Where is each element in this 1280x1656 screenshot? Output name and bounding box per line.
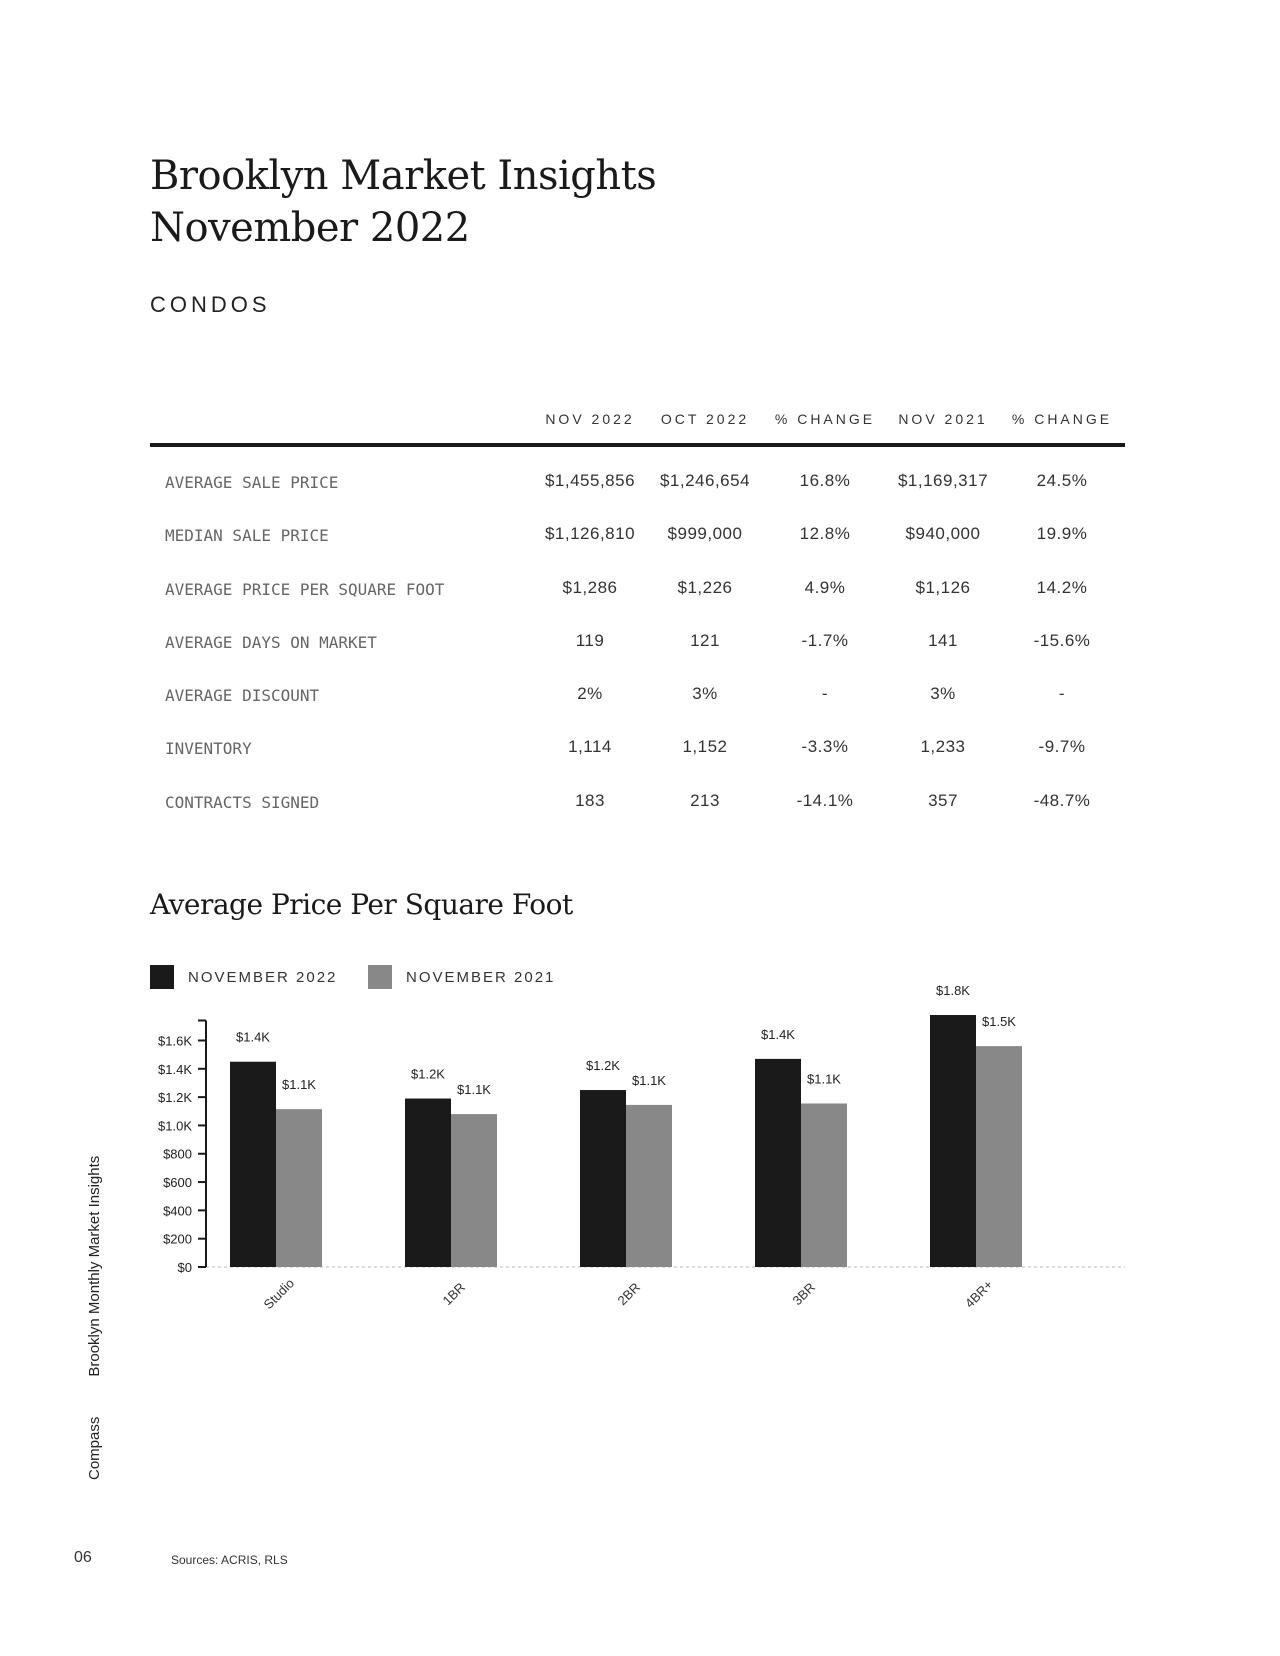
cell: -15.6% xyxy=(1033,630,1091,650)
cell: $1,169,317 xyxy=(897,471,989,490)
row-label: AVERAGE DISCOUNT xyxy=(165,686,320,706)
row-label: AVERAGE PRICE PER SQUARE FOOT xyxy=(165,579,445,599)
bar-value-label: $1.4K xyxy=(761,1026,795,1042)
x-tick-label: 2BR xyxy=(614,1279,644,1309)
legend-swatch xyxy=(368,965,392,989)
bar-value-label: $1.2K xyxy=(586,1058,620,1074)
cell: 357 xyxy=(928,790,958,810)
row-label: CONTRACTS SIGNED xyxy=(165,792,320,812)
cell: $1,246,654 xyxy=(659,471,751,490)
bar-value-label: $1.1K xyxy=(807,1071,841,1087)
y-tick-label: $1.4K xyxy=(158,1061,192,1077)
y-tick-label: $200 xyxy=(163,1231,192,1247)
bar xyxy=(801,1103,847,1267)
legend-label: NOVEMBER 2022 xyxy=(188,969,338,986)
legend-swatch xyxy=(150,965,174,989)
bar xyxy=(626,1105,672,1267)
table-row xyxy=(150,508,1125,561)
table-row xyxy=(150,775,1125,828)
table-row xyxy=(150,562,1125,615)
y-tick-label: $1.2K xyxy=(158,1090,192,1106)
cell: $1,455,856 xyxy=(544,471,636,490)
row-label: AVERAGE SALE PRICE xyxy=(165,473,339,492)
cell: 119 xyxy=(575,630,605,650)
column-header: NOV 2022 xyxy=(545,411,635,427)
y-tick-label: $400 xyxy=(163,1203,192,1219)
title-line-1: Brooklyn Market Insights xyxy=(150,153,657,199)
cell: 3% xyxy=(930,684,956,704)
cell: -9.7% xyxy=(1038,737,1086,757)
cell: 121 xyxy=(690,630,720,650)
bar-value-label: $1.1K xyxy=(282,1077,316,1093)
bar-value-label: $1.1K xyxy=(632,1072,666,1088)
cell: $1,286 xyxy=(562,577,618,597)
cell: - xyxy=(821,684,829,704)
bar xyxy=(930,1015,976,1267)
x-tick-label: 4BR+ xyxy=(961,1276,996,1311)
cell: $999,000 xyxy=(667,524,743,544)
bar xyxy=(580,1090,626,1267)
table-row xyxy=(150,615,1125,668)
page-title xyxy=(150,150,656,254)
cell: 1,152 xyxy=(682,737,728,757)
page-number: 06 xyxy=(74,1549,92,1566)
bar-value-label: $1.4K xyxy=(236,1029,270,1045)
brand-name: Compass xyxy=(86,1416,103,1480)
y-tick-label: $1.0K xyxy=(158,1118,192,1134)
bar xyxy=(755,1059,801,1267)
table-row xyxy=(150,455,1125,508)
row-label: INVENTORY xyxy=(165,739,252,759)
bar-value-label: $1.5K xyxy=(982,1014,1016,1030)
bar xyxy=(276,1109,322,1267)
cell: $1,226 xyxy=(677,577,733,597)
cell: 12.8% xyxy=(799,524,851,544)
stats-table xyxy=(150,405,1125,828)
y-tick-label: $1.6K xyxy=(158,1033,192,1049)
cell: $1,126,810 xyxy=(544,524,636,544)
row-label: MEDIAN SALE PRICE xyxy=(165,526,329,546)
publication-name: Brooklyn Monthly Market Insights xyxy=(86,1155,103,1377)
x-tick-label: Studio xyxy=(260,1275,298,1313)
cell: 14.2% xyxy=(1036,577,1088,597)
table-body xyxy=(150,447,1125,828)
column-header: % CHANGE xyxy=(774,411,876,427)
cell: 2% xyxy=(577,684,603,704)
cell: 1,114 xyxy=(568,737,612,757)
column-header: NOV 2021 xyxy=(898,411,988,427)
column-header: OCT 2022 xyxy=(660,411,750,427)
cell: 213 xyxy=(690,790,720,810)
y-tick-label: $600 xyxy=(163,1175,192,1191)
cell: - xyxy=(1058,684,1066,704)
bar xyxy=(451,1114,497,1267)
cell: $1,126 xyxy=(915,577,971,597)
cell: 3% xyxy=(692,684,718,704)
cell: 4.9% xyxy=(804,577,846,597)
bar xyxy=(976,1046,1022,1267)
bar-value-label: $1.2K xyxy=(411,1066,445,1082)
price-per-sqft-bar-chart xyxy=(150,983,1130,1315)
sources-note: Sources: ACRIS, RLS xyxy=(171,1553,288,1567)
cell: 19.9% xyxy=(1036,524,1088,544)
cell: -48.7% xyxy=(1033,790,1091,810)
legend-label: NOVEMBER 2021 xyxy=(406,969,556,986)
bar xyxy=(405,1099,451,1267)
table-row xyxy=(150,721,1125,774)
cell: -1.7% xyxy=(801,630,849,650)
cell: -3.3% xyxy=(801,737,849,757)
y-tick-label: $800 xyxy=(163,1146,192,1162)
row-label: AVERAGE DAYS ON MARKET xyxy=(165,632,377,652)
cell: 1,233 xyxy=(920,737,966,757)
table-header xyxy=(150,405,1125,447)
cell: 24.5% xyxy=(1036,471,1088,490)
x-tick-label: 3BR xyxy=(789,1279,819,1309)
cell: -14.1% xyxy=(796,790,854,810)
cell: 183 xyxy=(575,790,605,810)
bar xyxy=(230,1062,276,1267)
chart-title: Average Price Per Square Foot xyxy=(150,888,573,921)
cell: 16.8% xyxy=(799,471,851,490)
bar-value-label: $1.1K xyxy=(457,1082,491,1098)
cell: 141 xyxy=(928,630,958,650)
x-tick-label: 1BR xyxy=(439,1279,469,1309)
title-line-2: November 2022 xyxy=(150,205,470,251)
table-row xyxy=(150,668,1125,721)
section-label: CONDOS xyxy=(150,292,271,317)
y-tick-label: $0 xyxy=(177,1260,192,1275)
column-header: % CHANGE xyxy=(1011,411,1113,427)
bar-value-label: $1.8K xyxy=(936,983,970,998)
cell: $940,000 xyxy=(905,524,981,544)
